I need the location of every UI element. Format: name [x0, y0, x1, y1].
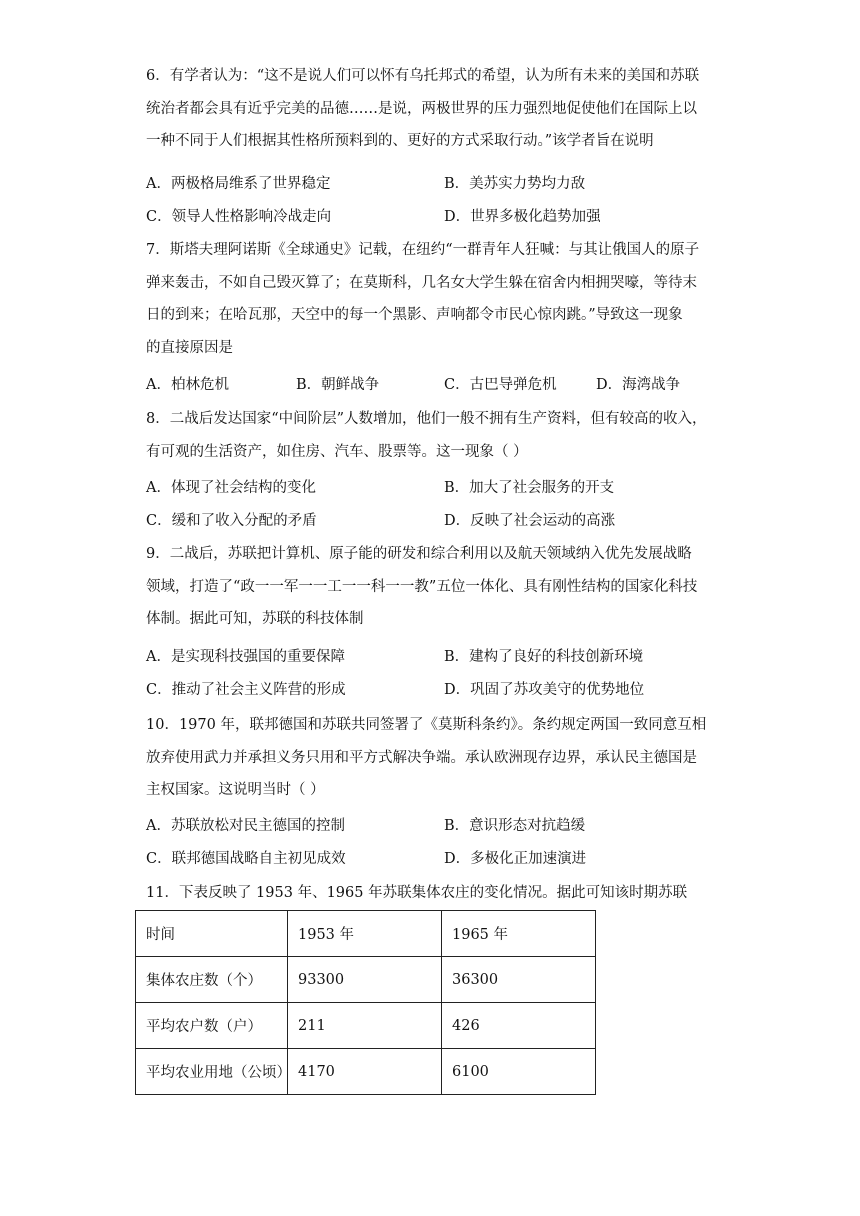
question-text-line: 6．有学者认为：“这不是说人们可以怀有乌托邦式的希望，认为所有未来的美国和苏联	[146, 68, 700, 84]
table-header-row	[136, 911, 596, 957]
question-text-line: 11．下表反映了 1953 年、1965 年苏联集体农庄的变化情况。据此可知该时期苏联	[146, 885, 688, 901]
question-text-line: 一种不同于人们根据其性格所预料到的、更好的方式采取行动。”该学者旨在说明	[146, 133, 654, 149]
question-8-stem	[146, 403, 716, 468]
question-9-options-row1	[146, 641, 716, 673]
table-header-cell: 时间	[136, 911, 288, 957]
question-text-line: 领域，打造了“政一一军一一工一一科一一教”五位一体化、具有刚性结构的国家化科技	[146, 578, 698, 595]
option-b[interactable]: B．朝鲜战争	[296, 377, 380, 393]
option-d[interactable]: D．巩固了苏攻美守的优势地位	[444, 682, 645, 698]
option-c[interactable]: C．推动了社会主义阵营的形成	[146, 682, 346, 698]
question-11-stem	[146, 877, 716, 910]
table-cell: 平均农业用地（公顷）	[136, 1049, 288, 1095]
option-c[interactable]: C．联邦德国战略自主初见成效	[146, 851, 346, 867]
question-7-stem	[146, 234, 716, 364]
table-cell: 93300	[288, 957, 442, 1003]
table-cell: 6100	[442, 1049, 596, 1095]
table-header-cell: 1965 年	[442, 911, 596, 957]
table-cell: 426	[442, 1003, 596, 1049]
question-10-stem	[146, 709, 716, 807]
option-a[interactable]: A．体现了社会结构的变化	[146, 480, 316, 496]
option-a[interactable]: A．苏联放松对民主德国的控制	[146, 818, 345, 834]
table-row	[136, 1049, 596, 1095]
option-c[interactable]: C．古巴导弹危机	[444, 377, 557, 393]
question-6-stem	[146, 60, 716, 158]
option-b[interactable]: B．意识形态对抗趋缓	[444, 818, 586, 834]
question-7-options	[146, 369, 716, 401]
question-6-options-row1	[146, 168, 716, 200]
option-a[interactable]: A．柏林危机	[146, 377, 229, 393]
table-cell: 平均农户数（户）	[136, 1003, 288, 1049]
question-text-line: 9．二战后，苏联把计算机、原子能的研发和综合利用以及航天领域纳入优先发展战略	[146, 546, 692, 562]
option-c[interactable]: C．缓和了收入分配的矛盾	[146, 513, 317, 529]
table-header-cell: 1953 年	[288, 911, 442, 957]
option-d[interactable]: D．世界多极化趋势加强	[444, 209, 601, 225]
option-a[interactable]: A．是实现科技强国的重要保障	[146, 649, 345, 665]
question-text-line: 10．1970 年，联邦德国和苏联共同签署了《莫斯科条约》。条约规定两国一致同意互相	[146, 717, 707, 733]
question-10-options-row1	[146, 810, 716, 842]
question-text-line: 的直接原因是	[146, 339, 233, 356]
option-a[interactable]: A．两极格局维系了世界稳定	[146, 176, 331, 192]
question-text-line: 有可观的生活资产，如住房、汽车、股票等。这一现象（ ）	[146, 443, 528, 460]
question-10-options-row2	[146, 843, 716, 875]
question-text-line: 7．斯塔夫理阿诺斯《全球通史》记载，在纽约“一群青年人狂喊：与其让俄国人的原子	[146, 242, 700, 258]
question-text-line: 弹来轰击，不如自己毁灭算了；在莫斯科，几名女大学生躲在宿舍内相拥哭嚎，等待末	[146, 274, 697, 291]
table-cell: 211	[288, 1003, 442, 1049]
option-b[interactable]: B．建构了良好的科技创新环境	[444, 649, 644, 665]
question-9-stem	[146, 538, 716, 636]
table-row	[136, 1003, 596, 1049]
question-9-options-row2	[146, 674, 716, 706]
question-text-line: 日的到来；在哈瓦那，天空中的每一个黑影、声响都令市民心惊肉跳。”导致这一现象	[146, 307, 683, 323]
option-c[interactable]: C．领导人性格影响冷战走向	[146, 209, 332, 225]
option-d[interactable]: D．海湾战争	[596, 377, 681, 393]
question-8-options-row2	[146, 505, 716, 537]
question-text-line: 8．二战后发达国家“中间阶层”人数增加，他们一般不拥有生产资料，但有较高的收入，	[146, 411, 707, 427]
table-cell: 4170	[288, 1049, 442, 1095]
question-text-line: 体制。据此可知，苏联的科技体制	[146, 611, 364, 627]
option-b[interactable]: B．加大了社会服务的开支	[444, 480, 615, 496]
question-6-options-row2	[146, 201, 716, 233]
option-d[interactable]: D．反映了社会运动的高涨	[444, 513, 616, 529]
question-8-options-row1	[146, 472, 716, 504]
table-cell: 集体农庄数（个）	[136, 957, 288, 1003]
collective-farm-table	[135, 910, 596, 1095]
option-b[interactable]: B．美苏实力势均力敌	[444, 176, 586, 192]
option-d[interactable]: D．多极化正加速演进	[444, 851, 587, 867]
table-row	[136, 957, 596, 1003]
question-text-line: 统治者都会具有近乎完美的品德……是说，两极世界的压力强烈地促使他们在国际上以	[146, 100, 697, 117]
table-cell: 36300	[442, 957, 596, 1003]
question-text-line: 放弃使用武力并承担义务只用和平方式解决争端。承认欧洲现存边界，承认民主德国是	[146, 749, 697, 766]
question-text-line: 主权国家。这说明当时（ ）	[146, 782, 325, 798]
